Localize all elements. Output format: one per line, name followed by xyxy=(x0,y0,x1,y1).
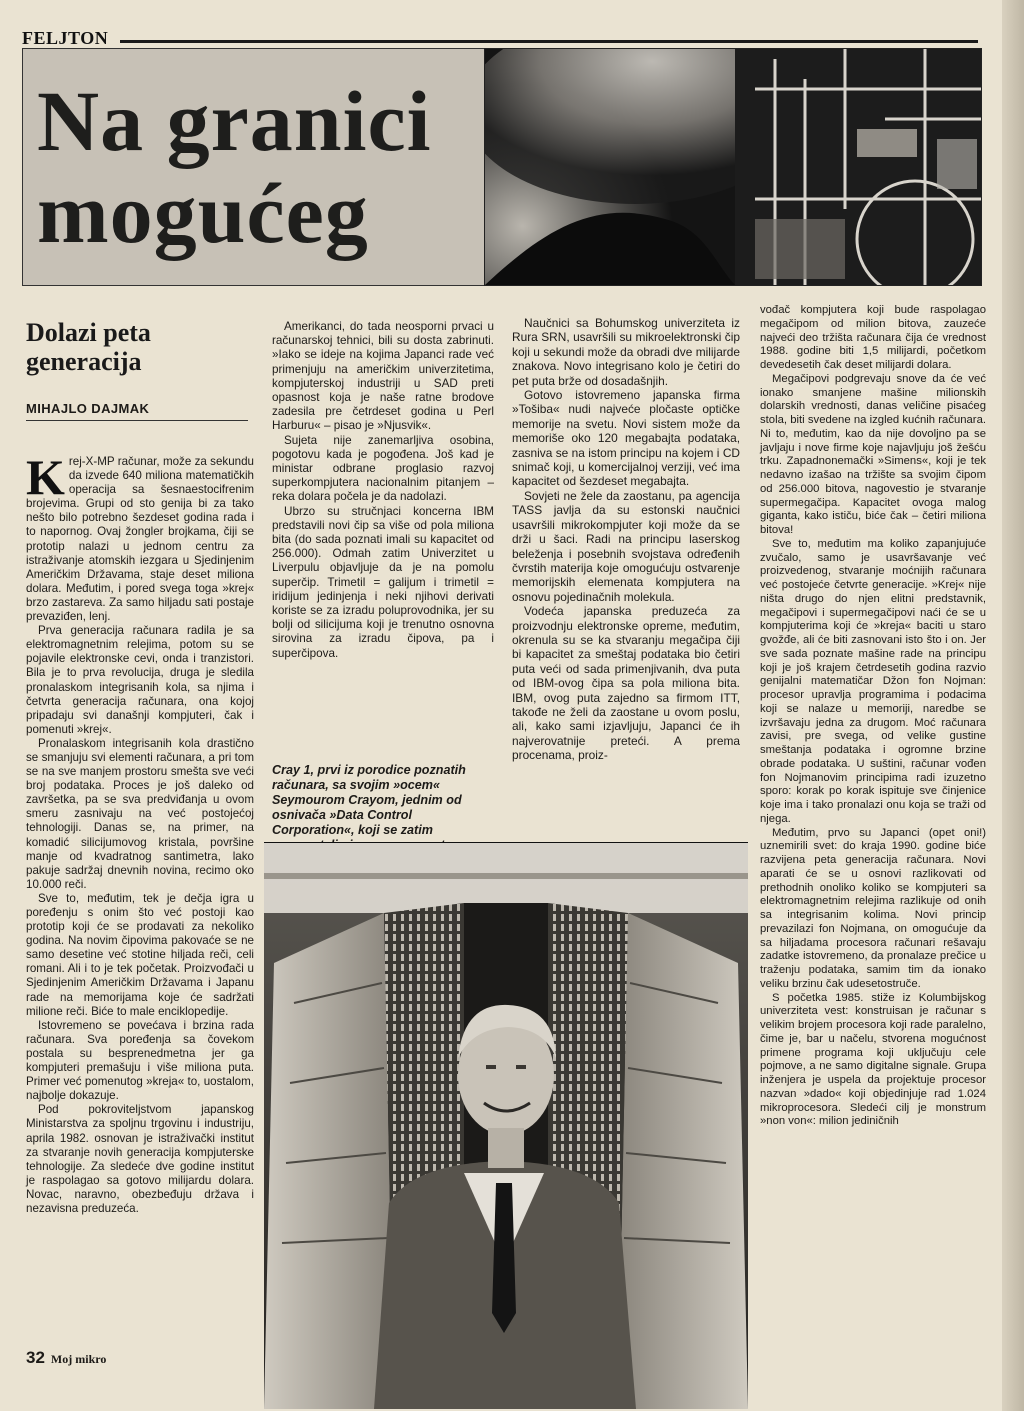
drop-cap: K xyxy=(26,449,65,505)
photo-graphic xyxy=(264,843,748,1409)
paragraph: Sve to, međutim ma koliko zapanjujuće zvučalo, samo je usavršavanje već proizvedenog, stvaranje moćnijih računara već postojeće četvrte generacije. »Krej« nije ništa drugo do njen elitni predstavnik, megačipovi i supermegačipovi naći će se u kompjuterima koji će »kreja« baciti u staro gvožđe, ali će biti zasnovani isto što i on. Jer sve sada poznate mašine rade na principu koji je još krajem četrdesetih godina razvio genijalni matematičar Džon fon Nojman: procesor upravlja programima i podacima koji se nalaze u memoriji, naredbe se izvršavaju jedna za drugom. Moć računara zavisi, pre svega, od velike gustine smeštanja podataka i ogromne brzine obrade podataka. U suštini, računar vođen fon Nojmanovim principima radi izuzetno sporo: korak po korak ispituje sve činjenice koje ima i tako pronalazi onu koja se traži od njega. xyxy=(760,537,986,825)
page-folio xyxy=(26,1348,106,1368)
article-column-2 xyxy=(272,320,494,661)
headline-panel xyxy=(22,48,486,286)
photo-caption: Cray 1, prvi iz porodice poznatih računara, sa svojim »ocem« Seymourom Crayom, jednim od osnivača »Data Control Corporation«, koji se zatim xyxy=(272,763,466,837)
subhead-line-1: Dolazi peta xyxy=(26,318,151,347)
paragraph: Istovremeno se povećava i brzina rada računara. Sva poređenja sa čovekom postala su besprenedmetna jer ga kompjuteri premašuju i više miliona puta. Primer već pomenutog »kreja« to, uostalom, najbolje dokazuje. xyxy=(26,1018,254,1103)
paragraph: Pod pokroviteljstvom japanskog Ministarstva za spoljnu trgovinu i industriju, aprila 1982. osnovan je istraživački institut za stvaranje novih generacija kompjuterske tehnologije. Za sledeće dve godine institut je raspolagao sa gotovo milijardu dolara. Novac, naravno, obezbeđuju država i nezavisna preduzeća. xyxy=(26,1103,254,1215)
paragraph: Amerikanci, do tada neosporni prvaci u računarskoj tehnici, bili su dosta zabrinuti. »Iako se ideje na kojima Japanci rade već primenjuju na američkim univerzitetima, kompjuterskoj industriji u SAD preti opasnost koja je naše ratne brodove zadesila pre četrdeset godina u Perl Harburu« – pisao je »Njusvik«. xyxy=(272,320,494,433)
paragraph: Međutim, prvo su Japanci (opet oni!) uznemirili svet: do kraja 1990. godine biće razvijena peta generacija računara. Novi aparati će se u osnovi razlikovati od prethodnih onoliko koliko se kompjuteri sa elektromagnetnim relejima razlikuje od onih sa integrisanim kolima. Novi princip prevazilazi fon Nojmana, on omogućuje da sa hiljadama procesora računari rešavaju zadatke istovremeno, da pronalaze prečice u traženju podataka, samim tim da ionako veliku brzinu čak udesetostruče. xyxy=(760,826,986,990)
hero-abstract-photo xyxy=(484,48,982,286)
headline-line-2: mogućeg xyxy=(37,165,369,261)
byline-rule xyxy=(26,420,248,421)
paragraph: Naučnici sa Bohumskog univerziteta iz Rura SRN, usavršili su mikroelektronski čip koji u sekundi može da obradi dve milijarde znakova. Novo integrisano kolo je četiri do pet puta brže od dosadašnjih. xyxy=(512,316,740,388)
paragraph: Prva generacija računara radila je sa elektromagnetnim relejima, potom su se pojavile elektronske cevi, onda i tranzistori. Bila je to prva revolucija, druga je sledila pronalaskom integrisanih kola, sa njima i četvrta generacija računara, ona kojoj pripadaju svi današnji kompjuteri, čak i pomenuti »krej«. xyxy=(26,624,254,736)
subhead-line-2: generacija xyxy=(26,347,142,376)
hero-photo-graphic xyxy=(485,49,981,285)
paragraph: Pronalaskom integrisanih kola drastično se smanjuju svi elementi računara, a pri tom se na sve manjem prostoru smešta sve veći broj podataka. Proces je još daleko od završetka, pa se sva predviđanja u ovom smeru zasnivaju na već postojećoj tehnologiji. Danas se, na primer, na komadić silicijumovog kristala, površine manje od kvadratnog santimetra, lako pakuje sadržaj dnevnih novina, recimo oko 10.000 reči. xyxy=(26,736,254,891)
paragraph: S početka 1985. stiže iz Kolumbijskog univerziteta vest: konstruisan je računar s velikim brojem procesora koji rade paralelno, čime je, bar u načelu, stvorena mogućnost primene programa koji uključuju cele pojmove, a ne samo digitalne signale. Grupa inženjera je uspela da projektuje procesor nazvan »dado« koji objedinjuje rad 1.024 mikroprocesora. Sledeći cilj je monstrum »non von«: milion jediničnih xyxy=(760,991,986,1128)
headline-line-1: Na granici xyxy=(37,73,432,169)
paragraph: Sovjeti ne žele da zaostanu, pa agencija TASS javlja da su estonski naučnici usavršili mikrokompjuter koji može da se drži u šaci. Radi na principu laserskog beleženja i posebnih svojstava određenih čvrstih materija koje omogućuju ostvarenje memorijskih elemenata kompjutera na osnovu pojedinačnih molekula. xyxy=(512,488,740,604)
article-column-1 xyxy=(26,449,254,1216)
paragraph: Sve to, međutim, tek je dečja igra u poređenju s onim što već postoji kao prototip koji će se prodavati za nekoliko godina. Na novim čipovima pakovaće se ne samo desetine već stotine hiljada reči, celi romani. Ali i to je tek početak. Proizvođači u Sjedinjenim Američkim Državama i Japanu rade na memorijama koje će sadržati milione reči. Biće to male enciklopedije. xyxy=(26,891,254,1018)
paragraph xyxy=(26,449,254,624)
paragraph: Ubrzo su stručnjaci koncerna IBM predstavili novi čip sa više od pola miliona bita (do sada poznati imali su kapacitet od 256.000). Odmah zatim Univerzitet u Liverpulu objavljuje da je na pomolu superčip. Trimetil = galijum i trimetil = iridijum jedinjenja i neki njihovi derivati koriste se za izradu poluprovodnika, jer su bolji od silicijuma koji je trenutno osnovna sirovina za izradu čipova, pa i superčipova. xyxy=(272,504,494,660)
cray-computer-photo xyxy=(264,842,748,1409)
paragraph: Megačipovi podgrevaju snove da će već ionako smanjene mašine milionskih dolarskih vrednosti, danas veličine pisaćeg stola, biti svedene na izgled kućnih računara. Ni to, međutim, kao da nije dovoljno pa se javljaju i nove firme koje najavljuju još žešću trku. Zapadnonemački »Simens«, koji je tek nedavno izašao na tržište sa svojim čipom od 256.000 bitova, nagovestio je stvaranje supermegačipa. Kapacitet ovoga malog giganta, kako ističu, biće čak – četiri miliona bitova! xyxy=(760,372,986,536)
magazine-name: Moj mikro xyxy=(50,1352,107,1366)
section-rubric: FELJTON xyxy=(22,28,109,48)
author-byline: MIHAJLO DAJMAK xyxy=(26,401,150,416)
paragraph-text: rej-X-MP računar, može za sekundu da izvede 640 miliona matematičkih operacija sa šesnaestocifrenim brojevima. Grupi od sto genija bi za tako nešto bilo potrebno šezdeset godina rada i to napornog. Ovaj žongler brojkama, čiji se prototip nalazi u jednom centru za istraživanje atomskih iezgara u Sjedinjenim Američkim Državama, staje deset miliona dolara. Međutim, i pored svega toga »krej« brzo zastareva. Za samo hiljadu sati postaje prevaziđen, lenj. xyxy=(26,455,254,624)
paragraph: Vodeća japanska preduzeća za proizvodnju elektronske opreme, međutim, okrenula su se ka stvaranju megačipa čiji bi kapacitet za smeštaj podataka bio četiri puta veći od sada primenjivanih, dva puta od IBM-ovog čipa sa pola miliona bita. IBM, ovog puta zajedno sa firmom ITT, takođe ne želi da zaostane u ovom poslu, ali, kako sami izjavljuju, Japanci će ih najverovatnije preteći. A prema procenama, proiz- xyxy=(512,604,740,763)
page-spine-edge xyxy=(1002,0,1024,1411)
paragraph: Gotovo istovremeno japanska firma »Tošiba« nudi najveće pločaste optičke memorije na svetu. Novi sistem može da memoriše oko 120 megabajta podataka, zasniva se na istom principu na kojem i CD snimač koji, u komercijalnoj verziji, već ima kapacitet od šezdeset megabajta. xyxy=(512,388,740,489)
page-number: 32 xyxy=(26,1348,45,1367)
subheadline xyxy=(26,318,226,376)
headline xyxy=(37,75,432,259)
paragraph: Sujeta nije zanemarljiva osobina, pogotovu kada je pogođena. Još kad je ministar odbrane proglasio razvoj superkompjutera nacionalnim pitanjem – reka dolara počela je da nadolazi. xyxy=(272,433,494,504)
rubric-rule xyxy=(120,40,978,43)
article-column-4 xyxy=(760,304,986,1129)
paragraph: vođač kompjutera koji bude raspolagao megačipom od milion bitova, zauzeće najveći deo tržišta računara čija će vrednost 1988. godine biti 1,5 milijardi, početkom devedesetih čak deset milijardi dolara. xyxy=(760,304,986,371)
article-column-3 xyxy=(512,316,740,763)
